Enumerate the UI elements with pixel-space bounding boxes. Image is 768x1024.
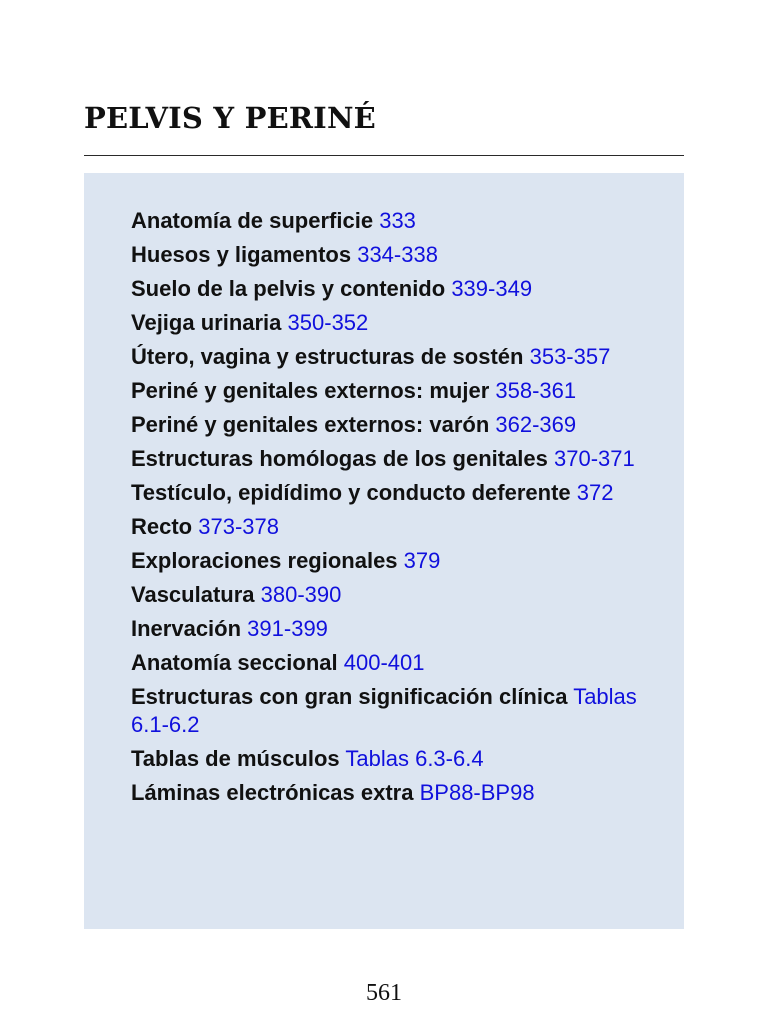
toc-item-pages-link[interactable]: 391-399 [247, 616, 328, 641]
toc-item [131, 615, 671, 643]
chapter-title: PELVIS Y PERINÉ [84, 101, 376, 135]
table-of-contents [84, 173, 684, 929]
page-number: 561 [366, 980, 402, 1006]
toc-item [131, 377, 671, 405]
toc-item [131, 479, 671, 507]
toc-item-pages-link[interactable]: 372 [576, 480, 614, 505]
toc-item-label: Útero, vagina y estructuras de sostén [131, 344, 524, 369]
toc-item-label: Recto [131, 514, 193, 539]
toc-item-label: Periné y genitales externos: mujer [131, 378, 490, 403]
toc-item-pages-link[interactable]: 379 [403, 548, 441, 573]
toc-item-pages-link[interactable]: 353-357 [529, 344, 611, 369]
toc-item [131, 547, 671, 575]
toc-item-pages-link[interactable]: 350-352 [287, 310, 369, 335]
toc-item [131, 581, 671, 609]
toc-item [131, 241, 671, 269]
toc-item-pages-link[interactable]: 373-378 [198, 514, 279, 539]
toc-item [131, 275, 671, 303]
toc-item [131, 513, 671, 541]
toc-item-label: Suelo de la pelvis y contenido [131, 276, 446, 301]
toc-item-label: Vasculatura [131, 582, 255, 607]
toc-item [131, 309, 671, 337]
toc-item-pages-link[interactable]: 333 [379, 208, 416, 233]
toc-item-pages-link[interactable]: 339-349 [451, 276, 533, 301]
toc-item-label: Anatomía de superficie [131, 208, 374, 233]
toc-item [131, 207, 671, 235]
toc-item [131, 779, 671, 807]
toc-item-label: Estructuras con gran significación clínica [131, 684, 568, 709]
toc-item-pages-link[interactable]: 362-369 [495, 412, 577, 437]
toc-item [131, 683, 671, 739]
toc-item [131, 745, 671, 773]
toc-item-label: Periné y genitales externos: varón [131, 412, 490, 437]
toc-item-pages-link[interactable]: 334-338 [357, 242, 438, 267]
toc-item [131, 411, 671, 439]
toc-item-label: Exploraciones regionales [131, 548, 398, 573]
toc-item-label: Anatomía seccional [131, 650, 338, 675]
toc-item-pages-link[interactable]: 358-361 [495, 378, 577, 403]
title-divider [84, 155, 684, 156]
toc-item-pages-link[interactable]: BP88-BP98 [419, 780, 535, 805]
toc-item-label: Tablas de músculos [131, 746, 340, 771]
toc-item-label: Huesos y ligamentos [131, 242, 352, 267]
toc-item [131, 343, 671, 371]
toc-item-pages-link[interactable]: Tablas 6.1-6.2 [131, 684, 637, 737]
toc-item-label: Inervación [131, 616, 242, 641]
toc-item-label: Vejiga urinaria [131, 310, 282, 335]
toc-item [131, 649, 671, 677]
toc-item-label: Estructuras homólogas de los genitales [131, 446, 548, 471]
toc-item-pages-link[interactable]: 370-371 [554, 446, 635, 471]
toc-item-pages-link[interactable]: 380-390 [260, 582, 342, 607]
toc-list [131, 207, 671, 813]
toc-item-pages-link[interactable]: 400-401 [343, 650, 425, 675]
toc-item [131, 445, 671, 473]
toc-item-label: Testículo, epidídimo y conducto deferente [131, 480, 571, 505]
toc-item-pages-link[interactable]: Tablas 6.3-6.4 [345, 746, 484, 771]
toc-item-label: Láminas electrónicas extra [131, 780, 414, 805]
